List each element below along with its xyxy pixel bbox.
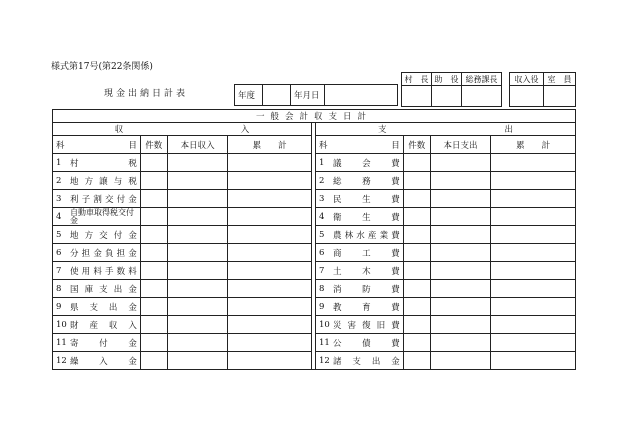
- expense-today-cell[interactable]: [430, 262, 491, 280]
- expense-count-cell[interactable]: [403, 298, 430, 316]
- income-count-cell[interactable]: [140, 172, 167, 190]
- income-item-8: [53, 280, 141, 298]
- income-item-number: 5: [56, 229, 62, 240]
- income-cumulative-cell[interactable]: [228, 262, 312, 280]
- income-item-5: [53, 226, 141, 244]
- approval-stamp-box-2: [509, 72, 576, 107]
- expense-item-number: 11: [318, 337, 330, 348]
- expense-today-cell[interactable]: [430, 298, 491, 316]
- income-item-3: [53, 190, 141, 208]
- stamp-field-staff[interactable]: [544, 86, 576, 107]
- table-row: [53, 226, 576, 244]
- expense-today-cell[interactable]: [430, 280, 491, 298]
- expense-today-cell[interactable]: [430, 208, 491, 226]
- expense-count-cell[interactable]: [403, 352, 430, 370]
- income-item-1: [53, 154, 141, 172]
- expense-count-cell[interactable]: [403, 262, 430, 280]
- income-item-number: 8: [56, 283, 62, 294]
- expense-cumulative-cell[interactable]: [491, 352, 576, 370]
- income-today-cell[interactable]: [167, 262, 228, 280]
- income-item-number: 1: [56, 157, 62, 168]
- expense-cumulative-cell[interactable]: [491, 262, 576, 280]
- expense-item-12: [315, 352, 403, 370]
- income-count-cell[interactable]: [140, 208, 167, 226]
- income-section-header: [53, 123, 312, 136]
- income-item-number: 12: [56, 355, 67, 366]
- income-cumulative-cell[interactable]: [228, 172, 312, 190]
- expense-item-number: 8: [318, 283, 325, 294]
- expense-item-label: 消 防 費: [332, 284, 400, 295]
- income-cumulative-cell[interactable]: [228, 226, 312, 244]
- expense-item-label: 災 害 復 旧 費: [332, 320, 400, 331]
- income-item-label: 利 子 割 交 付 金: [70, 194, 137, 205]
- income-item-number: 7: [56, 265, 62, 276]
- date-field[interactable]: [325, 85, 397, 105]
- income-today-cell[interactable]: [167, 352, 228, 370]
- expense-col-today: 本日支出: [430, 136, 491, 154]
- expense-count-cell[interactable]: [403, 316, 430, 334]
- income-item-number: 3: [56, 193, 62, 204]
- income-item-label: 自動車取得税交付金: [70, 207, 134, 225]
- income-section-char2: 入: [240, 125, 250, 135]
- form-number: 様式第17号(第22条関係): [51, 62, 153, 72]
- stamp-field-treasurer[interactable]: [510, 86, 544, 107]
- stamp-field-general-affairs[interactable]: [462, 86, 502, 107]
- expense-item-label: 農 林 水 産 業 費: [332, 230, 400, 241]
- expense-item-label: 民 生 費: [332, 194, 400, 205]
- income-item-label: 地 方 譲 与 税: [70, 176, 137, 187]
- income-item-number: 6: [56, 247, 62, 258]
- table-row: [53, 244, 576, 262]
- year-field[interactable]: [263, 85, 291, 105]
- expense-item-4: [315, 208, 403, 226]
- income-today-cell[interactable]: [167, 280, 228, 298]
- expense-item-3: [315, 190, 403, 208]
- income-count-cell[interactable]: [140, 280, 167, 298]
- income-item-number: 9: [56, 301, 62, 312]
- expense-today-cell[interactable]: [430, 154, 491, 172]
- expense-section-char1: 支: [377, 125, 387, 135]
- income-count-cell[interactable]: [140, 154, 167, 172]
- income-cumulative-cell[interactable]: [228, 154, 312, 172]
- expense-item-10: [315, 316, 403, 334]
- income-item-9: [53, 298, 141, 316]
- income-item-12: [53, 352, 141, 370]
- income-item-4: [53, 208, 141, 226]
- expense-item-number: 5: [318, 229, 325, 240]
- expense-count-cell[interactable]: [403, 334, 430, 352]
- approval-stamp-box-1: [401, 72, 502, 107]
- income-item-label: 村 税: [70, 158, 137, 169]
- expense-item-number: 1: [318, 157, 325, 168]
- income-col-today: 本日収入: [167, 136, 228, 154]
- ledger-title: 一般会計収支日計: [53, 110, 576, 123]
- expense-item-number: 4: [318, 211, 325, 222]
- stamp-label-staff: 室 員: [544, 73, 576, 86]
- year-date-box: [234, 84, 398, 106]
- income-today-cell[interactable]: [167, 244, 228, 262]
- expense-section-char2: 出: [504, 125, 513, 135]
- expense-item-label: 公 債 費: [332, 338, 400, 349]
- expense-item-number: 10: [318, 319, 330, 330]
- expense-count-cell[interactable]: [403, 208, 430, 226]
- expense-cumulative-cell[interactable]: [491, 298, 576, 316]
- income-item-label: 財 産 収 入: [70, 320, 137, 331]
- table-row: [53, 334, 576, 352]
- income-section-char1: 収: [114, 125, 124, 135]
- expense-count-cell[interactable]: [403, 154, 430, 172]
- stamp-label-general-affairs: 総務課長: [462, 73, 502, 86]
- expense-item-9: [315, 298, 403, 316]
- expense-item-label: 総 務 費: [332, 176, 400, 187]
- expense-item-number: 3: [318, 193, 325, 204]
- income-today-cell[interactable]: [167, 298, 228, 316]
- income-item-label: 寄 付 金: [70, 338, 137, 349]
- income-count-cell[interactable]: [140, 190, 167, 208]
- income-today-cell[interactable]: [167, 190, 228, 208]
- expense-count-cell[interactable]: [403, 190, 430, 208]
- expense-item-7: [315, 262, 403, 280]
- expense-item-11: [315, 334, 403, 352]
- expense-item-label: 議 会 費: [332, 158, 400, 169]
- income-item-label: 分 担 金 負 担 金: [70, 248, 137, 259]
- expense-cumulative-cell[interactable]: [491, 190, 576, 208]
- income-today-cell[interactable]: [167, 316, 228, 334]
- income-cumulative-cell[interactable]: [228, 334, 312, 352]
- expense-count-cell[interactable]: [403, 172, 430, 190]
- expense-count-cell[interactable]: [403, 244, 430, 262]
- expense-today-cell[interactable]: [430, 172, 491, 190]
- expense-today-cell[interactable]: [430, 226, 491, 244]
- income-count-cell[interactable]: [140, 262, 167, 280]
- income-item-number: 11: [56, 337, 67, 348]
- expense-item-5: [315, 226, 403, 244]
- income-item-label: 国 庫 支 出 金: [70, 284, 137, 295]
- income-today-cell[interactable]: [167, 334, 228, 352]
- income-cumulative-cell[interactable]: [228, 190, 312, 208]
- expense-item-6: [315, 244, 403, 262]
- expense-cumulative-cell[interactable]: [491, 244, 576, 262]
- expense-cumulative-cell[interactable]: [491, 334, 576, 352]
- table-row: [53, 154, 576, 172]
- expense-today-cell[interactable]: [430, 334, 491, 352]
- income-cumulative-cell[interactable]: [228, 280, 312, 298]
- income-item-number: 10: [56, 319, 67, 330]
- income-today-cell[interactable]: [167, 154, 228, 172]
- table-row: [53, 316, 576, 334]
- income-item-7: [53, 262, 141, 280]
- year-label: 年度: [235, 85, 263, 105]
- table-row: [53, 262, 576, 280]
- table-row: [53, 190, 576, 208]
- expense-item-label: 衛 生 費: [332, 212, 400, 223]
- expense-item-number: 2: [318, 175, 325, 186]
- stamp-label-mayor: 村 長: [402, 73, 432, 86]
- table-row: [53, 172, 576, 190]
- income-item-6: [53, 244, 141, 262]
- income-cumulative-cell[interactable]: [228, 244, 312, 262]
- income-count-cell[interactable]: [140, 352, 167, 370]
- income-col-cumulative: 累 計: [228, 136, 312, 154]
- income-count-cell[interactable]: [140, 334, 167, 352]
- page-title: 現金出納日計表: [104, 89, 189, 99]
- income-count-cell[interactable]: [140, 226, 167, 244]
- income-count-cell[interactable]: [140, 298, 167, 316]
- stamp-field-deputy[interactable]: [432, 86, 462, 107]
- expense-cumulative-cell[interactable]: [491, 280, 576, 298]
- income-cumulative-cell[interactable]: [228, 352, 312, 370]
- expense-item-8: [315, 280, 403, 298]
- stamp-field-mayor[interactable]: [402, 86, 432, 107]
- income-col-count: 件数: [140, 136, 167, 154]
- income-item-10: [53, 316, 141, 334]
- income-item-label: 繰 入 金: [70, 356, 137, 367]
- expense-item-1: [315, 154, 403, 172]
- income-cumulative-cell[interactable]: [228, 298, 312, 316]
- income-item-label: 県 支 出 金: [70, 302, 137, 313]
- ledger-table: [52, 109, 576, 370]
- expense-item-label: 商 工 費: [332, 248, 400, 259]
- expense-item-number: 6: [318, 247, 325, 258]
- income-today-cell[interactable]: [167, 208, 228, 226]
- expense-cumulative-cell[interactable]: [491, 172, 576, 190]
- expense-item-number: 12: [318, 355, 330, 366]
- income-item-number: 4: [56, 211, 62, 222]
- expense-today-cell[interactable]: [430, 316, 491, 334]
- table-row: [53, 280, 576, 298]
- income-item-number: 2: [56, 175, 62, 186]
- expense-cumulative-cell[interactable]: [491, 316, 576, 334]
- expense-item-number: 7: [318, 265, 325, 276]
- expense-count-cell[interactable]: [403, 226, 430, 244]
- income-cumulative-cell[interactable]: [228, 208, 312, 226]
- income-cumulative-cell[interactable]: [228, 316, 312, 334]
- income-item-11: [53, 334, 141, 352]
- expense-item-2: [315, 172, 403, 190]
- table-row: [53, 352, 576, 370]
- expense-today-cell[interactable]: [430, 244, 491, 262]
- stamp-label-deputy: 助 役: [432, 73, 462, 86]
- income-item-label: 地 方 交 付 金: [70, 230, 137, 241]
- table-row: [53, 298, 576, 316]
- income-count-cell[interactable]: [140, 244, 167, 262]
- income-today-cell[interactable]: [167, 172, 228, 190]
- expense-col-cumulative: 累 計: [491, 136, 576, 154]
- table-row: [53, 208, 576, 226]
- expense-count-cell[interactable]: [403, 280, 430, 298]
- expense-item-label: 諸 支 出 金: [332, 356, 400, 367]
- expense-item-label: 土 木 費: [332, 266, 400, 277]
- income-item-label: 使 用 料 手 数 料: [70, 266, 137, 277]
- expense-section-header: [315, 123, 575, 136]
- stamp-label-treasurer: 収入役: [510, 73, 544, 86]
- income-col-item: 科 目: [53, 136, 141, 154]
- expense-col-count: 件数: [403, 136, 430, 154]
- income-count-cell[interactable]: [140, 316, 167, 334]
- income-item-2: [53, 172, 141, 190]
- date-label: 年月日: [291, 85, 325, 105]
- expense-item-label: 教 育 費: [332, 302, 400, 313]
- expense-cumulative-cell[interactable]: [491, 208, 576, 226]
- income-today-cell[interactable]: [167, 226, 228, 244]
- expense-today-cell[interactable]: [430, 352, 491, 370]
- expense-col-item: 科 目: [315, 136, 403, 154]
- expense-cumulative-cell[interactable]: [491, 154, 576, 172]
- expense-today-cell[interactable]: [430, 190, 491, 208]
- expense-item-number: 9: [318, 301, 325, 312]
- expense-cumulative-cell[interactable]: [491, 226, 576, 244]
